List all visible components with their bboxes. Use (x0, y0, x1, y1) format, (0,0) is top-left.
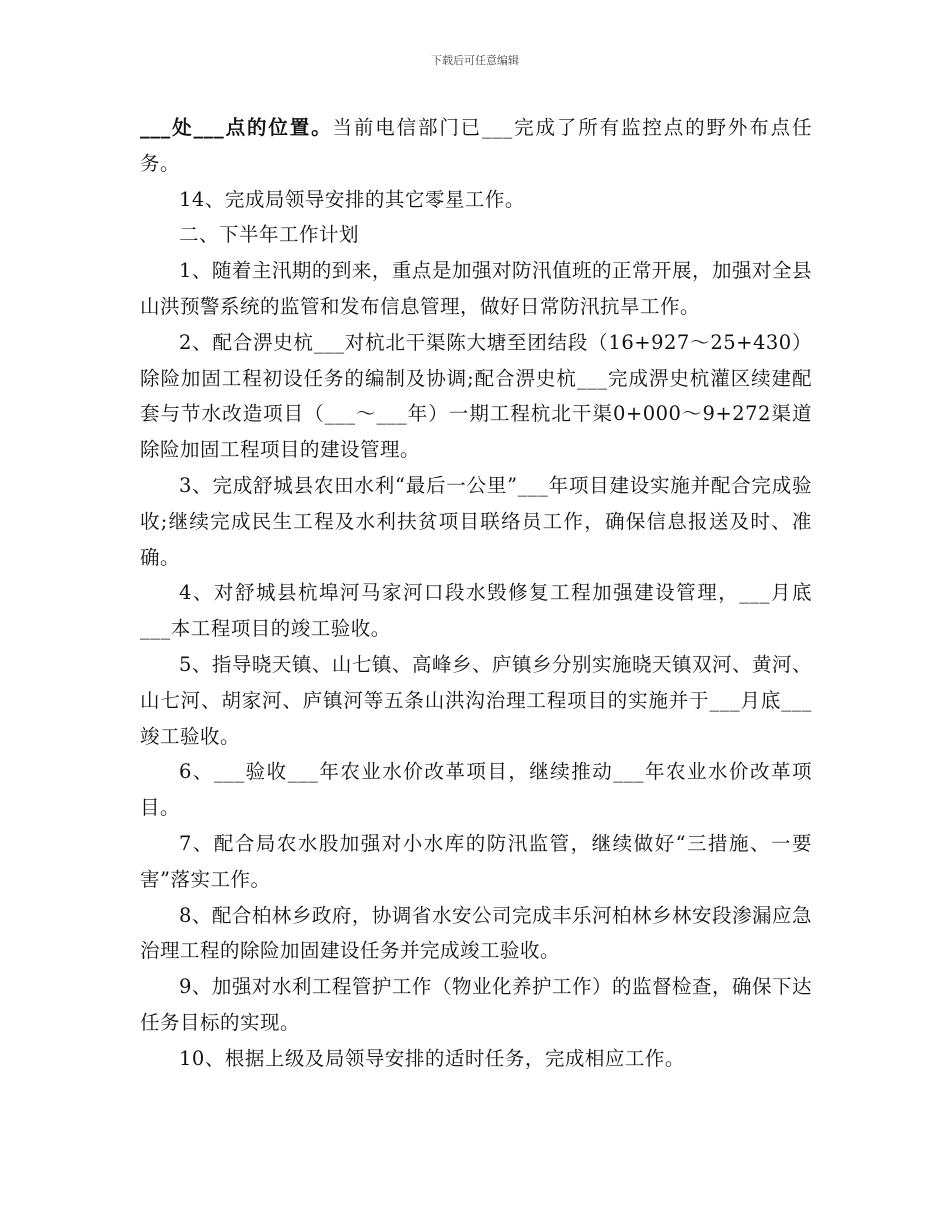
plan-item-5: 5、指导晓天镇、山七镇、高峰乡、庐镇乡分别实施晓天镇双河、黄河、山七河、胡家河、庐镇河等五条山洪沟治理工程项目的实施并于___月底___竣工验收。 (140, 652, 812, 748)
plan-item-3: 3、完成舒城县农田水利“最后一公里”___年项目建设实施并配合完成验收;继续完成民生工程及水利扶贫项目联络员工作，确保信息报送及时、准确。 (140, 473, 812, 569)
plan-item-10: 10、根据上级及局领导安排的适时任务，完成相应工作。 (179, 1046, 685, 1070)
plan-item-4: 4、对舒城县杭埠河马家河口段水毁修复工程加强建设管理，___月底___本工程项目的竣工验收。 (140, 581, 812, 641)
paragraph-continuation (140, 110, 812, 182)
paragraph-text: 当前电信部门已___完成了所有监控点的野外布点任务。 (140, 116, 812, 175)
plan-item-9: 9、加强对水利工程管护工作（物业化养护工作）的监督检查，确保下达任务目标的实现。 (140, 975, 812, 1034)
page-header: 下载后可任意编辑 (431, 54, 519, 67)
paragraph-item-14: 14、完成局领导安排的其它零星工作。 (179, 187, 525, 211)
plan-item-1: 1、随着主汛期的到来，重点是加强对防汛值班的正常开展，加强对全县山洪预警系统的监管和发布信息管理，做好日常防汛抗旱工作。 (140, 259, 812, 318)
section-heading: 二、下半年工作计划 (179, 223, 360, 247)
plan-item-7: 7、配合局农水股加强对小水库的防汛监管，继续做好“三措施、一要害”落实工作。 (140, 831, 812, 891)
plan-item-8: 8、配合柏林乡政府，协调省水安公司完成丰乐河柏林乡林安段渗漏应急治理工程的除险加固建设任务并完成竣工验收。 (140, 903, 812, 963)
document-body (140, 110, 812, 1077)
bold-phrase: ___处___点的位置。 (140, 116, 333, 139)
plan-item-6: 6、___验收___年农业水价改革项目，继续推动___年农业水价改革项目。 (140, 760, 812, 820)
plan-item-2: 2、配合淠史杭___对杭北干渠陈大塘至团结段（16+927～25+430）除险加固工程初设任务的编制及协调;配合淠史杭___完成淠史杭灌区续建配套与节水改造项目（___～___年）一期工程杭北干渠0+000～9+272渠道除险加固工程项目的建设管理。 (140, 330, 812, 462)
